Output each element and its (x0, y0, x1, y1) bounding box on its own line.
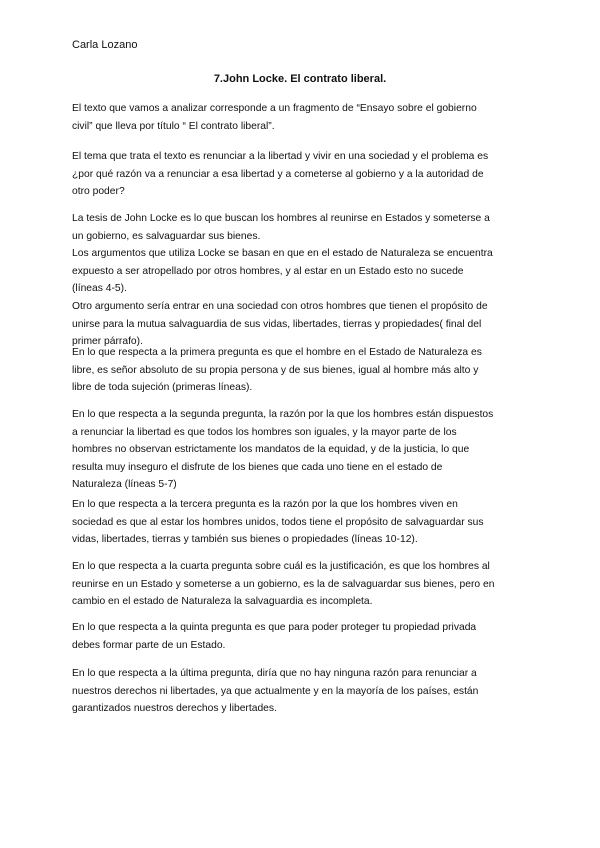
text-line: En lo que respecta a la primera pregunta es que el hombre en el Estado de Naturaleza es (72, 347, 482, 358)
text-line: libre de toda sujeción (primeras líneas). (72, 382, 253, 394)
text-line: La tesis de John Locke es lo que buscan los hombres al reunirse en Estados y someterse a (72, 213, 490, 224)
text-line: sociedad es que al estar los hombres unidos, todos tiene el propósito de salvaguardar sus (72, 516, 484, 528)
text-line: hombres no observan estrictamente los mandatos de la equidad, y de la justicia, lo que (72, 444, 470, 456)
text-line: En lo que respecta a la última pregunta, diría que no hay ninguna razón para renunciar a (72, 668, 477, 679)
text-line: Naturaleza (líneas 5-7) (72, 479, 177, 491)
text-line: El texto que vamos a analizar corresponde a un fragmento de “Ensayo sobre el gobierno (72, 103, 477, 114)
text-line: otro poder? (72, 186, 125, 198)
author-name: Carla Lozano (72, 39, 138, 51)
text-line: ¿por qué razón va a renunciar a esa libertad y a cometerse al gobierno y a la autoridad de (72, 168, 484, 180)
text-line: El tema que trata el texto es renunciar a la libertad y vivir en una sociedad y el problema es (72, 151, 489, 162)
text-line: cambio en el estado de Naturaleza la salvaguardia es incompleta. (72, 596, 373, 608)
text-line: primer párrafo). (72, 336, 143, 348)
text-line: garantizados nuestros derechos y libertades. (72, 703, 277, 715)
text-line: En lo que respecta a la cuarta pregunta sobre cuál es la justificación, es que los hombres al (72, 561, 490, 572)
text-line: a renunciar la libertad es que todos los hombres son iguales, y la mayor parte de los (72, 426, 457, 438)
text-line: civil” que lleva por título “ El contrato liberal”. (72, 120, 275, 132)
text-line: debes formar parte de un Estado. (72, 639, 226, 651)
text-line: Los argumentos que utiliza Locke se basan en que en el estado de Naturaleza se encuentra (72, 248, 493, 260)
text-line: reunirse en un Estado y someterse a un gobierno, es la de salvaguardar sus bienes, pero en (72, 578, 495, 590)
text-line: En lo que respecta a la tercera pregunta es la razón por la que los hombres viven en (72, 499, 458, 510)
text-line: Otro argumento sería entrar en una sociedad con otros hombres que tienen el propósito de (72, 301, 488, 312)
text-line: En lo que respecta a la segunda pregunta, la razón por la que los hombres están dispuestos (72, 409, 494, 420)
document-title: 7.John Locke. El contrato liberal. (213, 73, 387, 85)
text-line: unirse para la mutua salvaguardia de sus vidas, libertades, tierras y propiedades( final del (72, 318, 482, 330)
text-line: (líneas 4-5). (72, 283, 127, 295)
text-line: En lo que respecta a la quinta pregunta es que para poder proteger tu propiedad privada (72, 622, 477, 633)
text-line: un gobierno, es salvaguardar sus bienes. (72, 230, 261, 242)
text-line: vidas, libertades, tierras y también sus bienes o propiedades (líneas 10-12). (72, 534, 418, 546)
text-line: nuestros derechos ni libertades, ya que actualmente y en la mayoría de los países, están (72, 685, 479, 697)
text-line: expuesto a ser atropellado por otros hombres, y al estar en un Estado esto no sucede (72, 265, 464, 277)
text-line: libre, es señor absoluto de su propia persona y de sus bienes, igual al hombre más alto y (72, 364, 479, 376)
text-line: resulta muy inseguro el disfrute de los bienes que cada uno tiene en el estado de (72, 461, 443, 473)
